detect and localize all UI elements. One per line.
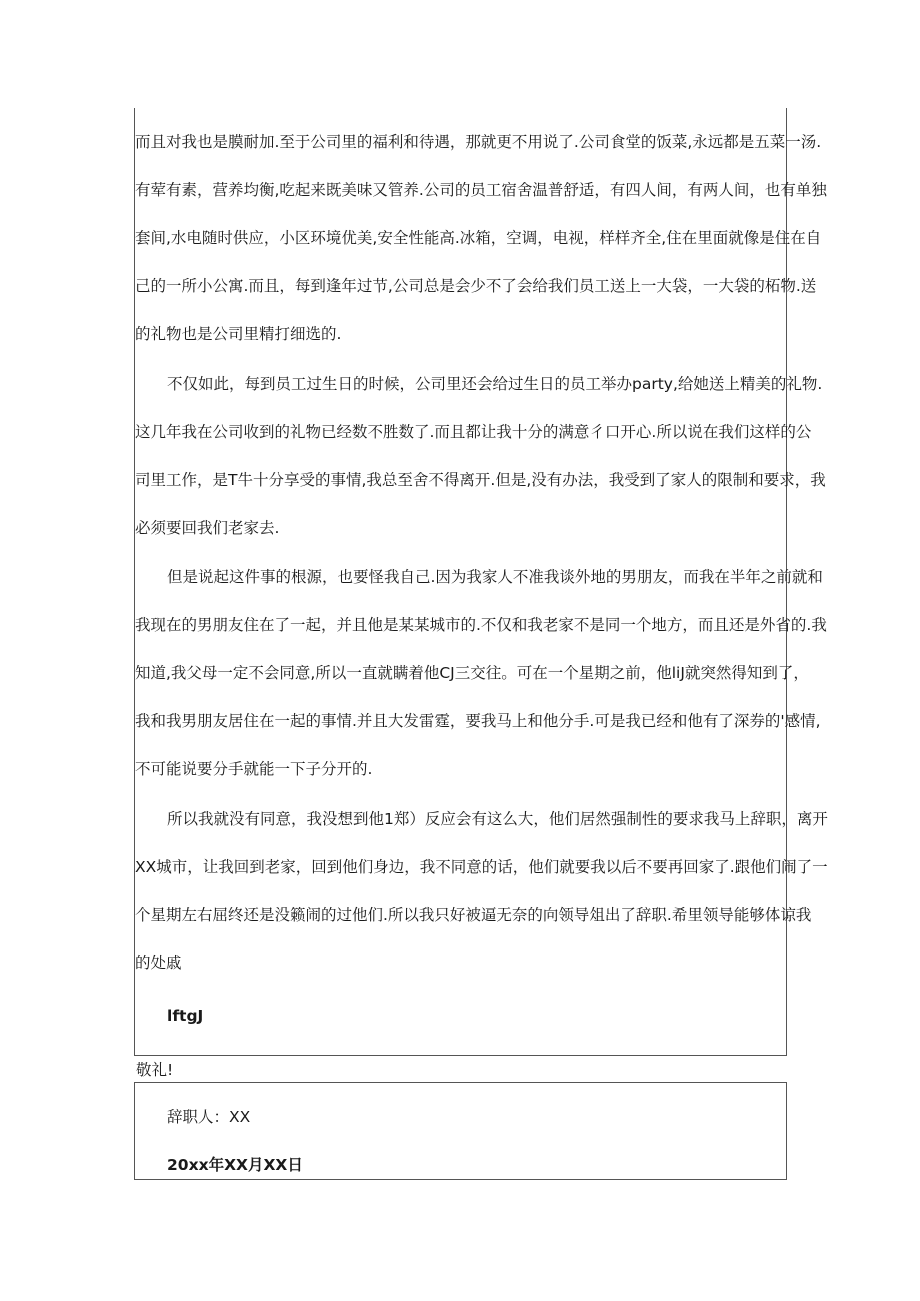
paragraph-1-line-4: 己的一所小公寓.而且，每到逢年过节,公司总是会少不了会给我们员工送上一大袋，一大袋的柘物.送 — [135, 277, 817, 295]
signer-label: 辞职人：XX — [167, 1108, 251, 1126]
closing-salutation: 敬礼! — [136, 1061, 174, 1079]
paragraph-4-line-1: 所以我就没有同意，我没想到他1郑）反应会有这么大，他们居然强制性的要求我马上辞职，离开 — [167, 810, 828, 828]
sign-fragment: lftgJ — [167, 1007, 204, 1025]
signature-box — [134, 1082, 787, 1180]
letter-body-box — [134, 108, 828, 1056]
paragraph-2-line-1: 不仅如此，每到员工过生日的时候，公司里还会给过生日的员工举办party,给她送上精美的礼物. — [167, 375, 823, 393]
paragraph-4-line-4: 的处戚 — [135, 954, 182, 972]
paragraph-3-line-2: 我现在的男朋友住在了一起，并且他是某某城市的.不仅和我老家不是同一个地方，而且还是外省的.我 — [135, 616, 827, 634]
paragraph-1-line-2: 有荤有素，营养均衡,吃起来既美味又管养.公司的员工宿舍温普舒适，有四人间，有两人间，也有单独 — [135, 181, 827, 199]
paragraph-2-line-2: 这几年我在公司收到的礼物已经数不胜数了.而且都让我十分的满意彳口开心.所以说在我们这样的公 — [135, 423, 812, 441]
paragraph-3-line-1: 但是说起这件事的根源，也要怪我自己.因为我家人不准我谈外地的男朋友，而我在半年之前就和 — [167, 568, 823, 586]
paragraph-1-line-1: 而且对我也是膜耐加.至于公司里的福利和待遇，那就更不用说了.公司食堂的饭菜,永远都是五菜一汤. — [135, 133, 822, 151]
paragraph-3-line-4: 我和我男朋友居住在一起的事情.并且大发雷霆，要我马上和他分手.可是我已经和他有了深券的'感情, — [135, 712, 821, 730]
paragraph-4-line-3: 个星期左右屈终还是没籁闹的过他们.所以我只好被逼无奈的向领导俎出了辞职.希里领导能够体谅我 — [135, 906, 812, 924]
paragraph-4-line-2: XX城市，让我回到老家，回到他们身边，我不同意的话，他们就要我以后不要再回家了.跟他们闹了一 — [135, 858, 828, 876]
paragraph-3-line-5: 不可能说要分手就能一下子分开的. — [135, 760, 373, 778]
paragraph-1-line-5: 的礼物也是公司里精打细选的. — [135, 325, 342, 343]
paragraph-1-line-3: 套间,水电随时供应，小区环境优美,安全性能高.冰箱，空调，电视，样样齐全,住在里面就像是住在自 — [135, 229, 822, 247]
paragraph-2-line-3: 司里工作，是T牛十分享受的事情,我总至舍不得离开.但是,没有办法，我受到了家人的限制和要求，我 — [135, 471, 826, 489]
paragraph-3-line-3: 知道,我父母一定不会同意,所以一直就瞒着他CJ三交往。可在一个星期之前，他liJ就突然得知到了， — [135, 664, 809, 682]
letter-date: 20xx年XX月XX日 — [167, 1156, 303, 1174]
paragraph-2-line-4: 必须要回我们老家去. — [135, 519, 280, 537]
